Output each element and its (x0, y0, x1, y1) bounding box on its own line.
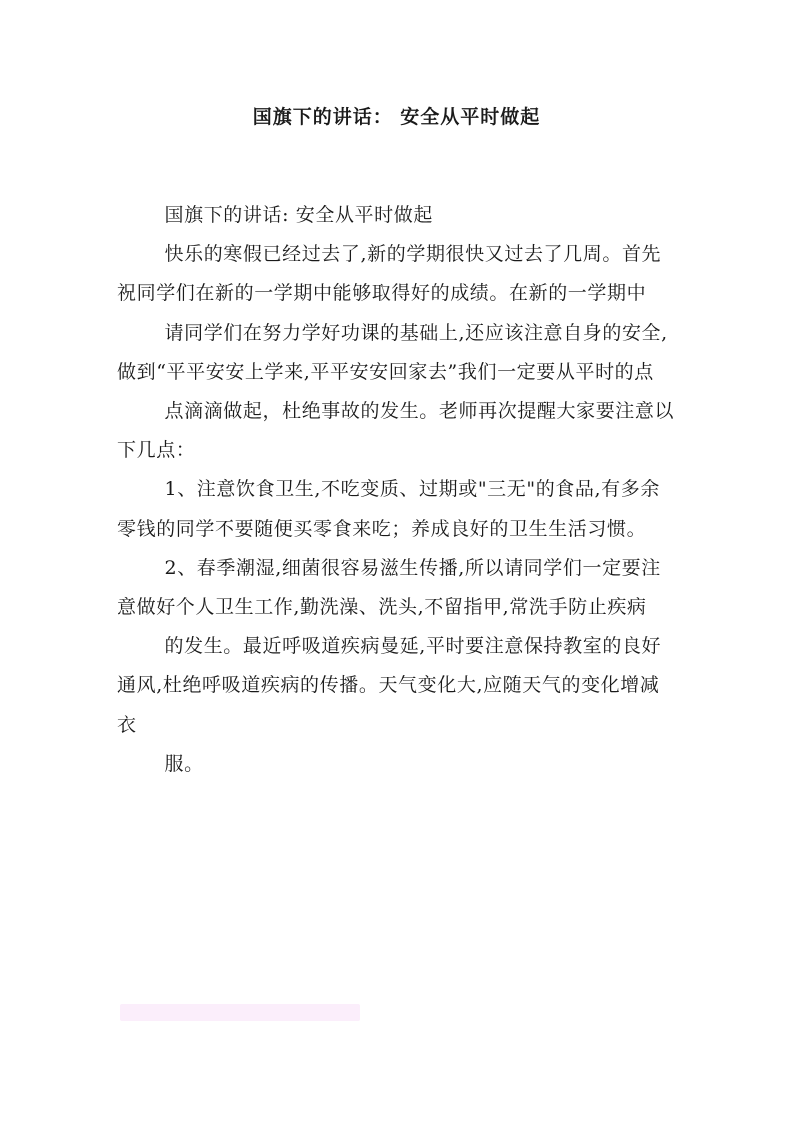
paragraph-ending: 服。 (164, 752, 204, 775)
paragraph-point-2-cont: 的发生。最近呼吸道疾病曼延,平时要注意保持教室的良好通风,杜绝呼吸道疾病的传播。天气变化大,应随天气的变化增减衣 (117, 635, 662, 736)
paragraph-reminder: 点滴滴做起，杜绝事故的发生。老师再次提醒大家要注意以下几点： (117, 400, 675, 462)
paragraph-intro: 快乐的寒假已经过去了,新的学期很快又过去了几周。首先祝同学们在新的一学期中能够取得好的成绩。在新的一学期中 (117, 243, 662, 305)
paragraph-point-1: 1、注意饮食卫生,不吃变质、过期或"三无"的食品,有多余零钱的同学不要随便买零食来吃；养成良好的卫生生活习惯。 (117, 478, 660, 540)
document-title: 国旗下的讲话： 安全从平时做起 (252, 106, 541, 128)
paragraph-subtitle: 国旗下的讲话: 安全从平时做起 (164, 204, 433, 226)
watermark-strip (120, 1004, 360, 1021)
paragraph-request: 请同学们在努力学好功课的基础上,还应该注意自身的安全,做到“平平安安上学来,平平安安回家去”我们一定要从平时的点 (117, 321, 668, 383)
paragraph-point-2: 2、春季潮湿,细菌很容易滋生传播,所以请同学们一定要注意做好个人卫生工作,勤洗澡、洗头,不留指甲,常洗手防止疾病 (117, 556, 661, 619)
document-body (117, 196, 677, 784)
